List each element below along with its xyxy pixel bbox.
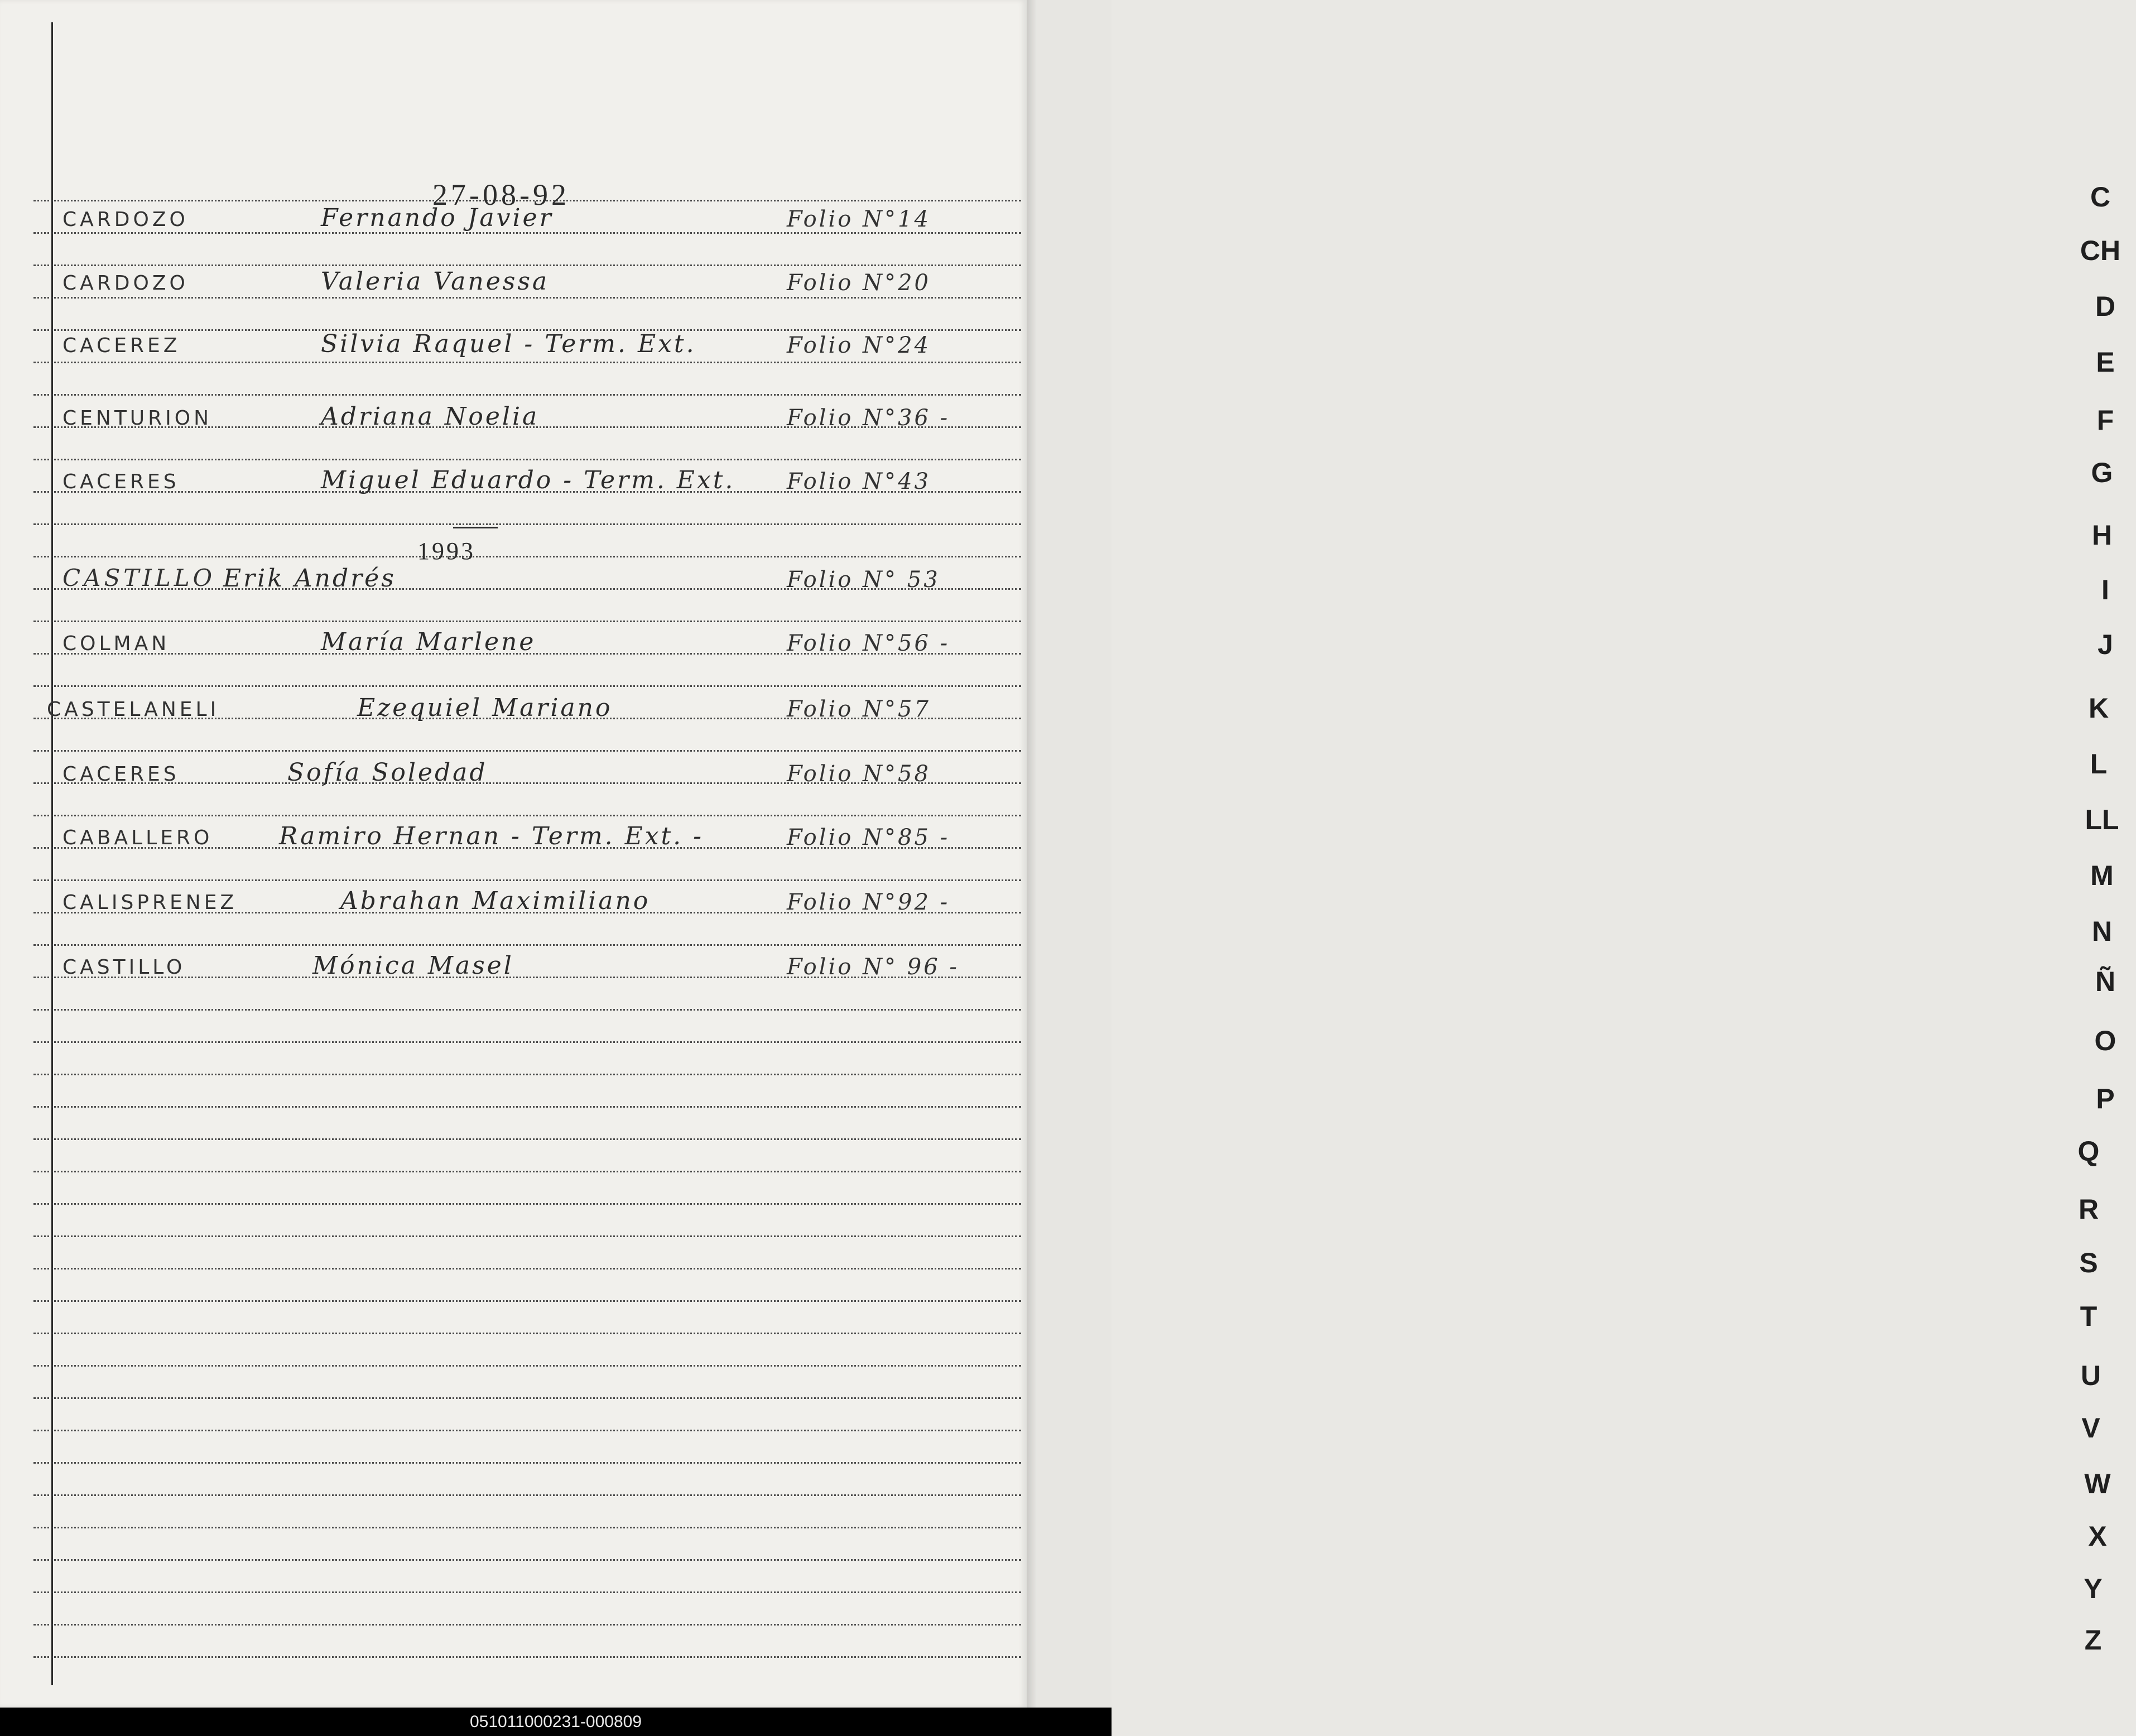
folio-number: Folio N°24	[787, 333, 931, 358]
index-tab-l[interactable]: L	[2090, 748, 2108, 780]
ruled-line	[33, 362, 1021, 363]
index-tab-f[interactable]: F	[2096, 405, 2114, 436]
folio-number: Folio N°57	[787, 696, 931, 722]
ruled-line	[33, 879, 1021, 881]
ledger-page	[0, 0, 1027, 1708]
ruled-line	[33, 523, 1021, 525]
index-tab-q[interactable]: Q	[2077, 1136, 2100, 1167]
entry-date: 27-08-92	[432, 178, 570, 211]
alphabet-index	[1027, 0, 2121, 1708]
surname: CASTELANELI	[47, 698, 220, 721]
index-tab-n[interactable]: N	[2091, 916, 2113, 947]
ruled-line	[33, 1494, 1021, 1496]
ruled-line	[33, 1624, 1021, 1626]
list-item	[0, 562, 1027, 596]
tab-strip-shadow	[1027, 0, 1037, 1708]
given-names: Fernando Javier	[321, 204, 554, 232]
ruled-line	[33, 1171, 1021, 1172]
index-tab-c[interactable]: C	[2090, 181, 2111, 213]
index-tab-m[interactable]: M	[2090, 860, 2114, 891]
scan-id: 051011000231-000809	[469, 1713, 642, 1731]
given-names: Miguel Eduardo - Term. Ext.	[321, 466, 735, 494]
surname: CALISPRENEZ	[62, 891, 238, 914]
ruled-line	[33, 944, 1021, 946]
year-divider	[453, 527, 498, 528]
ruled-line	[33, 1041, 1021, 1043]
ruled-line	[33, 1268, 1021, 1269]
index-tab-z[interactable]: Z	[2084, 1624, 2102, 1656]
index-tab-y[interactable]: Y	[2084, 1573, 2103, 1604]
year-note: 1993	[417, 537, 475, 565]
ruled-line	[33, 1333, 1021, 1334]
folio-number: Folio N° 96 -	[787, 954, 959, 980]
folio-number: Folio N° 53	[787, 567, 940, 593]
surname: CACEREZ	[62, 334, 181, 357]
ruled-line	[33, 1138, 1021, 1140]
ruled-line	[33, 394, 1021, 396]
index-tab-enye[interactable]: Ñ	[2095, 966, 2116, 997]
given-names: Ezequiel Mariano	[357, 694, 613, 722]
surname: CACERES	[62, 470, 180, 493]
index-tab-e[interactable]: E	[2096, 347, 2115, 378]
surname: CASTILLO	[62, 564, 216, 592]
list-item	[0, 757, 1027, 790]
list-item	[0, 820, 1027, 854]
folio-number: Folio N°85 -	[787, 825, 950, 850]
folio-number: Folio N°43	[787, 469, 931, 494]
given-names: María Marlene	[321, 628, 536, 656]
surname: CASTILLO	[62, 956, 186, 979]
folio-number: Folio N°58	[787, 761, 931, 787]
index-tab-h[interactable]: H	[2091, 520, 2113, 551]
ruled-line	[33, 1527, 1021, 1528]
surname: COLMAN	[62, 632, 170, 655]
ruled-line	[33, 1462, 1021, 1464]
surname: CENTURION	[62, 407, 213, 430]
list-item	[0, 202, 1027, 235]
surname: CARDOZO	[62, 208, 189, 231]
ruled-line	[33, 1397, 1021, 1399]
ruled-line	[33, 556, 1021, 557]
index-tab-o[interactable]: O	[2094, 1025, 2116, 1056]
ruled-line	[33, 685, 1021, 687]
list-item	[0, 692, 1027, 725]
surname: CACERES	[62, 763, 180, 786]
folio-number: Folio N°56 -	[787, 631, 950, 656]
ruled-line	[33, 1430, 1021, 1431]
index-tab-x[interactable]: X	[2088, 1521, 2107, 1552]
given-names: Sofía Soledad	[287, 758, 488, 787]
ruled-line	[33, 1106, 1021, 1108]
list-item	[0, 950, 1027, 983]
ruled-line	[33, 1559, 1021, 1561]
index-tab-u[interactable]: U	[2080, 1360, 2101, 1391]
ruled-line	[33, 815, 1021, 816]
ruled-line	[33, 1074, 1021, 1075]
ruled-line	[33, 1300, 1021, 1302]
list-item	[0, 328, 1027, 362]
index-tab-v[interactable]: V	[2081, 1412, 2100, 1444]
ruled-line	[33, 1591, 1021, 1593]
ruled-line	[33, 1656, 1021, 1658]
list-item	[0, 464, 1027, 498]
index-tab-w[interactable]: W	[2084, 1468, 2111, 1499]
given-names: Erik Andrés	[223, 564, 396, 593]
surname: CABALLERO	[62, 826, 213, 849]
scan-id-bar	[0, 1708, 1112, 1736]
index-tab-ch[interactable]: CH	[2080, 235, 2121, 266]
ruled-line	[33, 750, 1021, 752]
index-tab-p[interactable]: P	[2096, 1083, 2115, 1114]
given-names: Adriana Noelia	[321, 402, 540, 431]
given-names: Silvia Raquel - Term. Ext.	[321, 330, 696, 358]
folio-number: Folio N°14	[787, 206, 931, 232]
ruled-line	[33, 1235, 1021, 1237]
given-names: Ramiro Hernan - Term. Ext. -	[279, 822, 704, 850]
list-item	[0, 266, 1027, 299]
list-item	[0, 626, 1027, 660]
folio-number: Folio N°20	[787, 270, 931, 296]
index-tab-t[interactable]: T	[2080, 1301, 2097, 1332]
index-tab-k[interactable]: K	[2088, 693, 2109, 724]
folio-number: Folio N°36 -	[787, 405, 950, 431]
list-item	[0, 885, 1027, 919]
index-tab-i[interactable]: I	[2101, 574, 2109, 605]
given-names: Abrahan Maximiliano	[340, 887, 651, 915]
index-tab-d[interactable]: D	[2095, 291, 2116, 322]
index-tab-r[interactable]: R	[2078, 1194, 2099, 1225]
ruled-line	[33, 1365, 1021, 1367]
index-tab-j[interactable]: J	[2097, 629, 2113, 660]
index-tab-g[interactable]: G	[2091, 457, 2113, 488]
index-tab-s[interactable]: S	[2079, 1247, 2098, 1278]
ruled-line	[33, 1009, 1021, 1011]
index-tab-ll[interactable]: LL	[2085, 804, 2119, 835]
given-names: Mónica Masel	[312, 951, 514, 980]
ruled-line	[33, 459, 1021, 460]
surname: CARDOZO	[62, 272, 189, 295]
given-names: Valeria Vanessa	[321, 267, 550, 296]
ruled-line	[33, 1203, 1021, 1205]
list-item	[0, 401, 1027, 434]
folio-number: Folio N°92 -	[787, 889, 950, 915]
ruled-line	[33, 621, 1021, 622]
